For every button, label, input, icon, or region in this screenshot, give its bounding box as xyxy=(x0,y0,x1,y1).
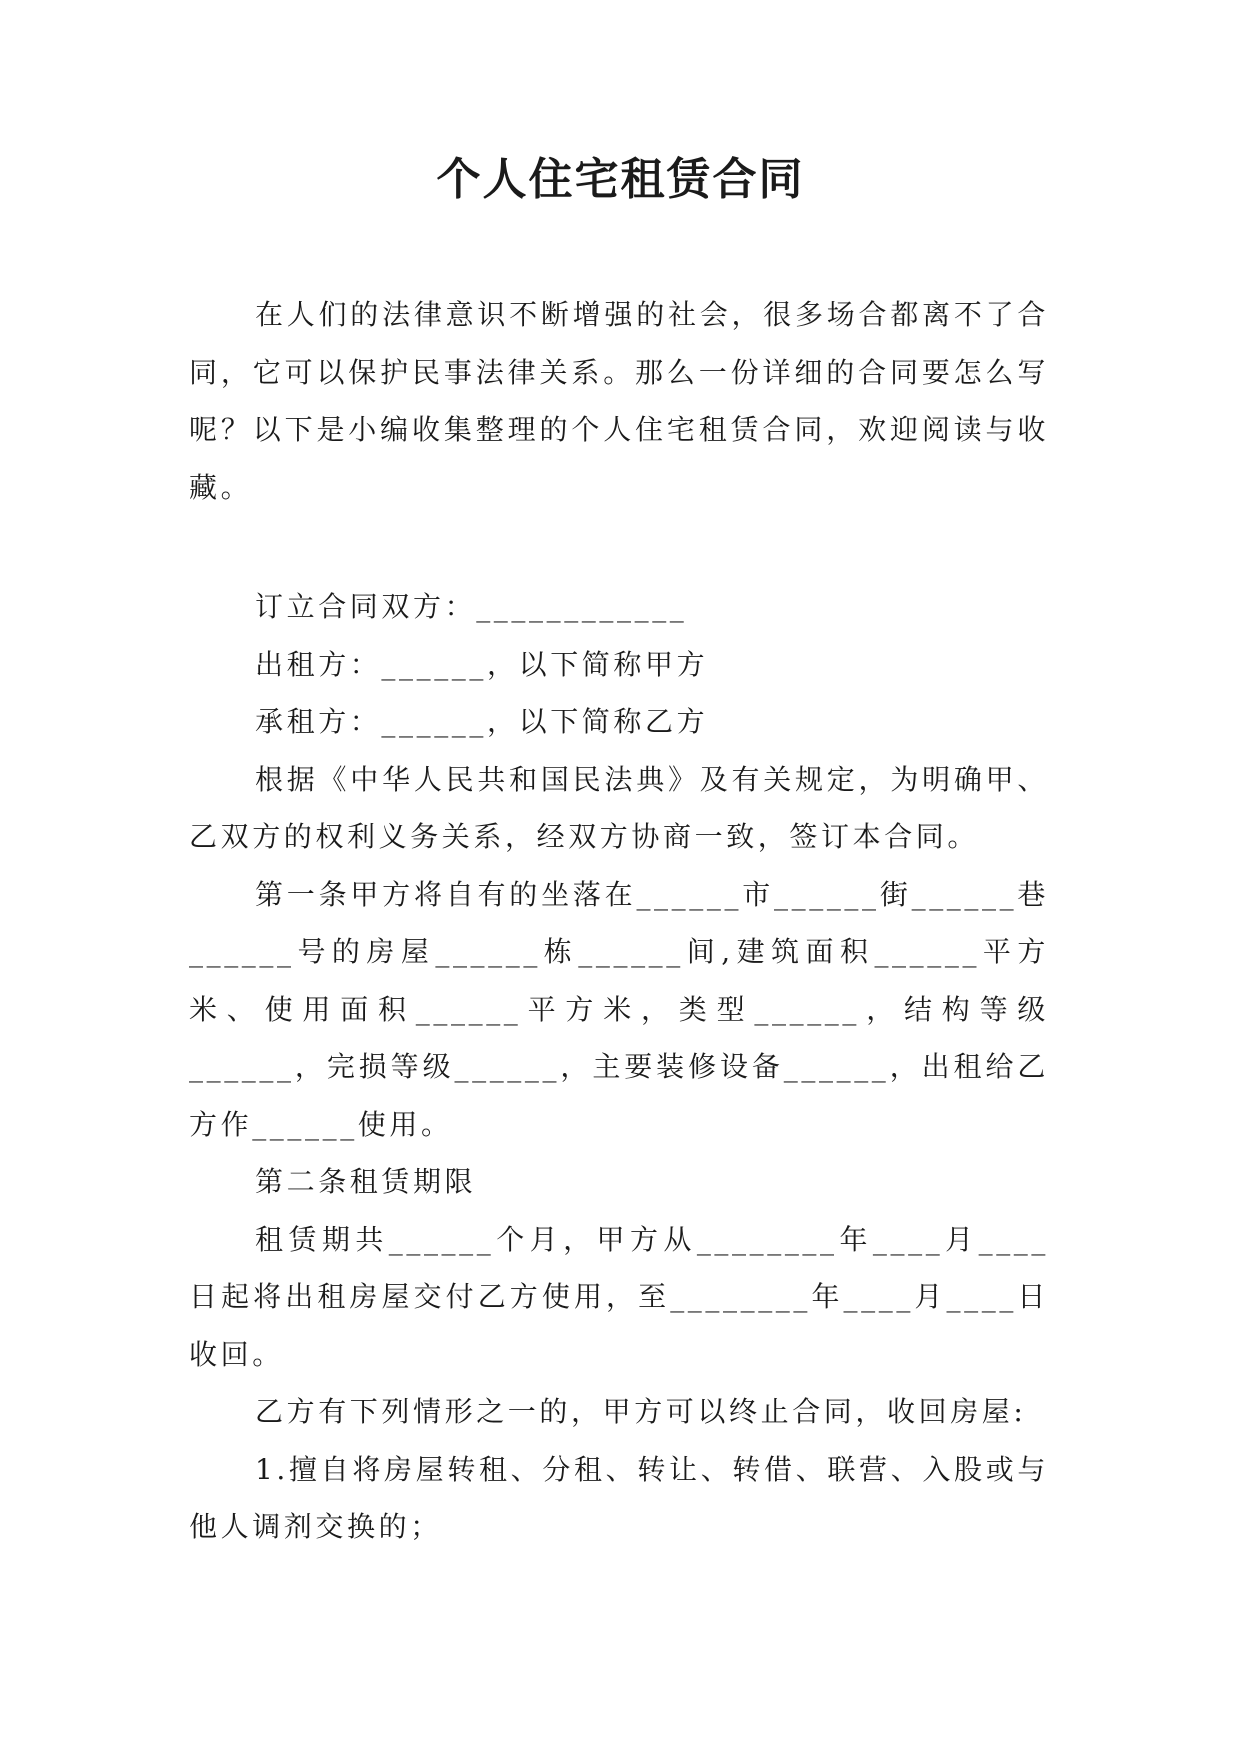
lease-term-paragraph: 租赁期共______个月，甲方从________年____月____日起将出租房屋交付乙方使用，至________年____月____日收回。 xyxy=(189,1222,1049,1371)
intro-paragraph: 在人们的法律意识不断增强的社会，很多场合都离不了合同，它可以保护民事法律关系。那么一份详细的合同要怎么写呢？以下是小编收集整理的个人住宅租赁合同，欢迎阅读与收藏。 xyxy=(189,298,1049,504)
contract-body xyxy=(189,578,1049,1556)
parties-line: 订立合同双方：____________ xyxy=(255,590,688,623)
legal-basis-paragraph: 根据《中华人民共和国民法典》及有关规定，为明确甲、乙双方的权利义务关系，经双方协商一致，签订本合同。 xyxy=(189,762,1049,853)
article-one-paragraph: 第一条甲方将自有的坐落在______市______街______巷______号的房屋______栋______间,建筑面积______平方米、使用面积______平方米，类型______，结构等级______，完损等级______，主要装修设备______，出租给乙方作______使用。 xyxy=(189,877,1049,1141)
intro-section xyxy=(189,286,1049,516)
article-two-heading: 第二条租赁期限 xyxy=(255,1165,477,1198)
condition-item-1: 1.擅自将房屋转租、分租、转让、转借、联营、入股或与他人调剂交换的； xyxy=(189,1452,1049,1543)
termination-conditions-paragraph: 乙方有下列情形之一的，甲方可以终止合同，收回房屋: xyxy=(255,1395,1027,1428)
document-title: 个人住宅租赁合同 xyxy=(436,154,805,205)
lessee-line: 承租方：______，以下简称乙方 xyxy=(255,705,709,738)
lessor-line: 出租方：______，以下简称甲方 xyxy=(255,647,709,681)
